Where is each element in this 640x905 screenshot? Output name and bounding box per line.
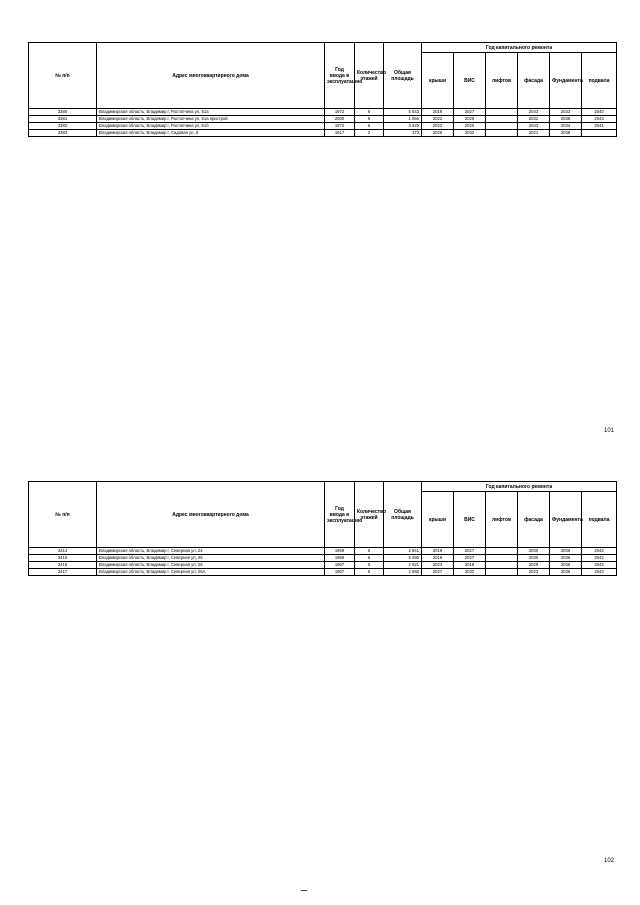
cell-vis: 2018 [454,562,486,569]
cell-area: 173 [384,130,422,137]
col-address: Адрес многоквартирного дома [97,43,325,109]
cell-area: 2 621 [384,562,422,569]
cell-num: 3383 [29,130,97,137]
cell-basement: 2043 [582,569,617,576]
table-row [29,555,617,562]
cell-basement: 2040 [582,109,617,116]
cell-year: 1972 [325,123,355,130]
col-capital: Год капитального ремонта [422,482,617,492]
cell-area: 5 643 [384,109,422,116]
col-vis: ВИС [454,53,486,109]
cell-address: Владимирская область, Владимир г, Растопчина ул, 51а пристрой [97,116,325,123]
table-row [29,116,617,123]
cell-lift [486,123,518,130]
cell-basement: 2042 [582,555,617,562]
cell-lift [486,548,518,555]
cell-foundation: 2036 [550,555,582,562]
col-area: Общая площадь [384,482,422,548]
cell-facade: 2030 [518,548,550,555]
col-num: № п/п [29,482,97,548]
col-vis: ВИС [454,492,486,548]
cell-num: 3380 [29,109,97,116]
cell-year: 1967 [325,569,355,576]
cell-vis: 2027 [454,548,486,555]
cell-year: 1917 [325,130,355,137]
cell-floors: 6 [355,109,384,116]
cell-floors: 5 [355,555,384,562]
cell-num: 3382 [29,123,97,130]
col-roof: крыши [422,53,454,109]
table-row [29,548,617,555]
col-address: Адрес многоквартирного дома [97,482,325,548]
col-facade: фасада [518,53,550,109]
col-num: № п/п [29,43,97,109]
cell-vis: 2020 [454,123,486,130]
cell-lift [486,130,518,137]
cell-address: Владимирская область, Владимир г, Северная ул, 26А [97,569,325,576]
cell-floors: 5 [355,123,384,130]
cell-area: 5 286 [384,555,422,562]
cell-vis: 2032 [454,130,486,137]
col-floors: Количество этажей [355,43,384,109]
page-number: 102 [604,858,615,864]
col-lift: лифтов [486,53,518,109]
cell-address: Владимирская область, Владимир г, Растопчина ул, 51б [97,123,325,130]
cell-basement: 2042 [582,562,617,569]
col-year: Год ввода в эксплуатацию [325,43,355,109]
col-basement: подвала [582,53,617,109]
cell-lift [486,555,518,562]
col-year: Год ввода в эксплуатацию [325,482,355,548]
cell-floors: 5 [355,548,384,555]
cell-area: 3 329 [384,123,422,130]
cell-area: 2 941 [384,548,422,555]
cell-year: 1967 [325,562,355,569]
cell-foundation: 2033 [550,109,582,116]
cell-address: Владимирская область, Владимир г, Северная ул, 24 [97,548,325,555]
page-number: 101 [604,428,615,434]
cell-roof: 2019 [422,548,454,555]
cell-basement: 2042 [582,548,617,555]
cell-foundation: 2038 [550,116,582,123]
cell-address: Владимирская область, Владимир г, Растопчина ул, 51а [97,109,325,116]
cell-num: 3415 [29,555,97,562]
col-floors: Количество этажей [355,482,384,548]
cell-year: 1969 [325,548,355,555]
table-row [29,109,617,116]
table-row [29,569,617,576]
cell-foundation: 2036 [550,548,582,555]
cell-foundation: 2034 [550,123,582,130]
cell-roof: 2027 [422,569,454,576]
cell-foundation: 2036 [550,569,582,576]
cell-facade: 2023 [518,569,550,576]
cell-address: Владимирская область, Владимир г, Северная ул, 26 [97,562,325,569]
cell-vis: 2027 [454,555,486,562]
col-facade: фасада [518,492,550,548]
cell-floors: 6 [355,116,384,123]
col-capital: Год капитального ремонта [422,43,617,53]
col-area: Общая площадь [384,43,422,109]
cell-vis: 2028 [454,116,486,123]
cell-roof: 2026 [422,130,454,137]
cell-lift [486,569,518,576]
cell-num: 3417 [29,569,97,576]
cell-roof: 2019 [422,109,454,116]
housing-table [28,42,617,137]
cell-num: 3414 [29,548,97,555]
cell-basement [582,130,617,137]
col-foundation: Фундамента [550,53,582,109]
table-row [29,130,617,137]
cell-lift [486,109,518,116]
cell-vis: 2032 [454,569,486,576]
cell-lift [486,562,518,569]
table-row [29,562,617,569]
cell-facade: 2032 [518,116,550,123]
col-foundation: Фундамента [550,492,582,548]
cell-lift [486,116,518,123]
cell-facade: 2021 [518,130,550,137]
cell-year: 1972 [325,109,355,116]
col-roof: крыши [422,492,454,548]
cell-roof: 2019 [422,555,454,562]
cell-area: 2 650 [384,569,422,576]
cell-floors: 2 [355,130,384,137]
cell-floors: 5 [355,562,384,569]
col-basement: подвала [582,492,617,548]
cell-roof: 2022 [422,123,454,130]
cell-foundation: 2038 [550,130,582,137]
cell-floors: 5 [355,569,384,576]
cell-year: 2000 [325,116,355,123]
cell-num: 3416 [29,562,97,569]
cell-vis: 2027 [454,109,486,116]
cell-address: Владимирская область, Владимир г, Северная ул, 25 [97,555,325,562]
cell-roof: 2023 [422,562,454,569]
cell-address: Владимирская область, Владимир г, Садовая ул, 8 [97,130,325,137]
footer-dash [301,890,307,891]
cell-facade: 2029 [518,562,550,569]
cell-year: 1968 [325,555,355,562]
cell-roof: 2022 [422,116,454,123]
table-row [29,123,617,130]
cell-facade: 2043 [518,109,550,116]
housing-table [28,481,617,576]
cell-facade: 2030 [518,555,550,562]
cell-basement: 2041 [582,123,617,130]
cell-foundation: 2036 [550,562,582,569]
cell-facade: 2043 [518,123,550,130]
col-lift: лифтов [486,492,518,548]
cell-area: 1 056 [384,116,422,123]
cell-basement: 2043 [582,116,617,123]
table-page-101 [28,42,616,137]
table-page-102 [28,481,616,576]
cell-num: 3381 [29,116,97,123]
